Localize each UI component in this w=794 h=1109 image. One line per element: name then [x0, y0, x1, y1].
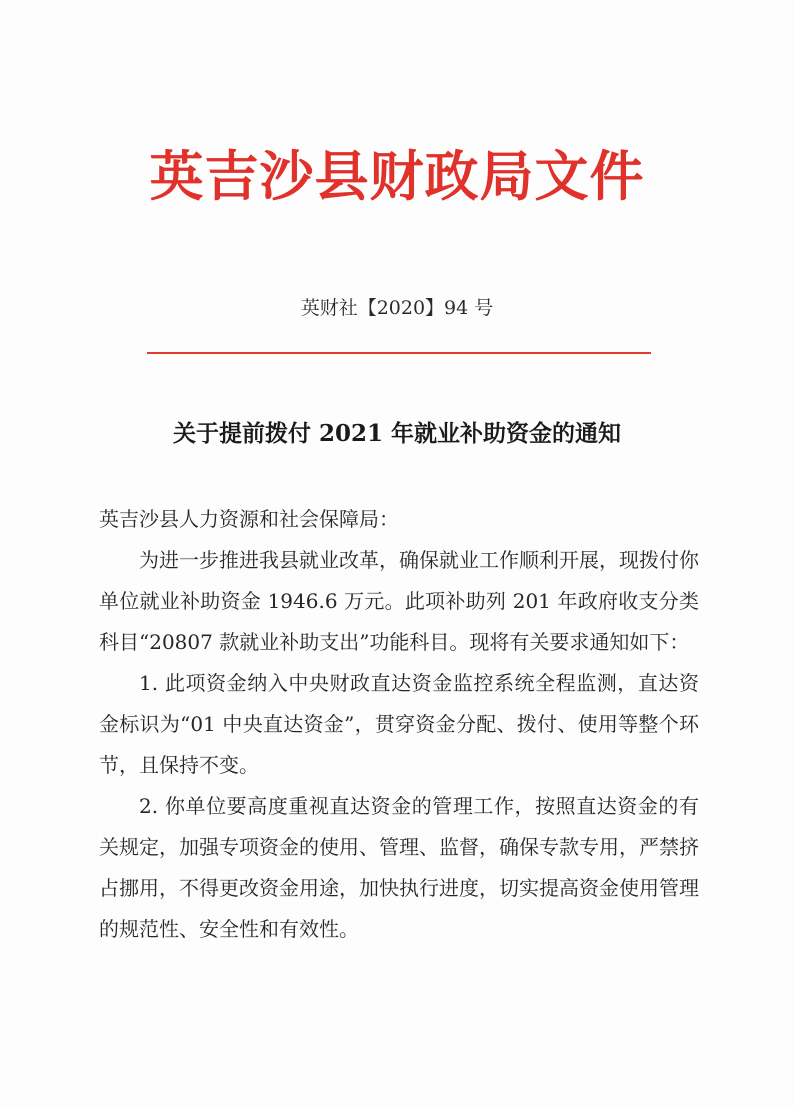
document-number: 英财社【2020】94 号: [300, 297, 494, 319]
salutation: 英吉沙县人力资源和社会保障局：: [99, 507, 399, 531]
paragraph-item-2: 2. 你单位要高度重视直达资金的管理工作，按照直达资金的有关规定，加强专项资金的使用、管理、监督，确保专款专用，严禁挤占挪用，不得更改资金用途，加快执行进度，切实提高资金使用管理的规范性、安全性和有效性。: [99, 794, 699, 941]
notice-body: [99, 499, 699, 950]
red-divider: [147, 352, 651, 354]
agency-title: 英吉沙县财政局文件: [149, 145, 645, 208]
notice-title: 关于提前拨付 2021 年就业补助资金的通知: [172, 420, 622, 447]
paragraph-intro: 为进一步推进我县就业改革，确保就业工作顺利开展，现拨付你单位就业补助资金 1946.6 万元。此项补助列 201 年政府收支分类科目“20807 款就业补助支出”功能科目。现将有关要求通知如下：: [99, 548, 699, 654]
paragraph-item-1: 1. 此项资金纳入中央财政直达资金监控系统全程监测，直达资金标识为“01 中央直达资金”，贯穿资金分配、拨付、使用等整个环节，且保持不变。: [99, 671, 699, 777]
